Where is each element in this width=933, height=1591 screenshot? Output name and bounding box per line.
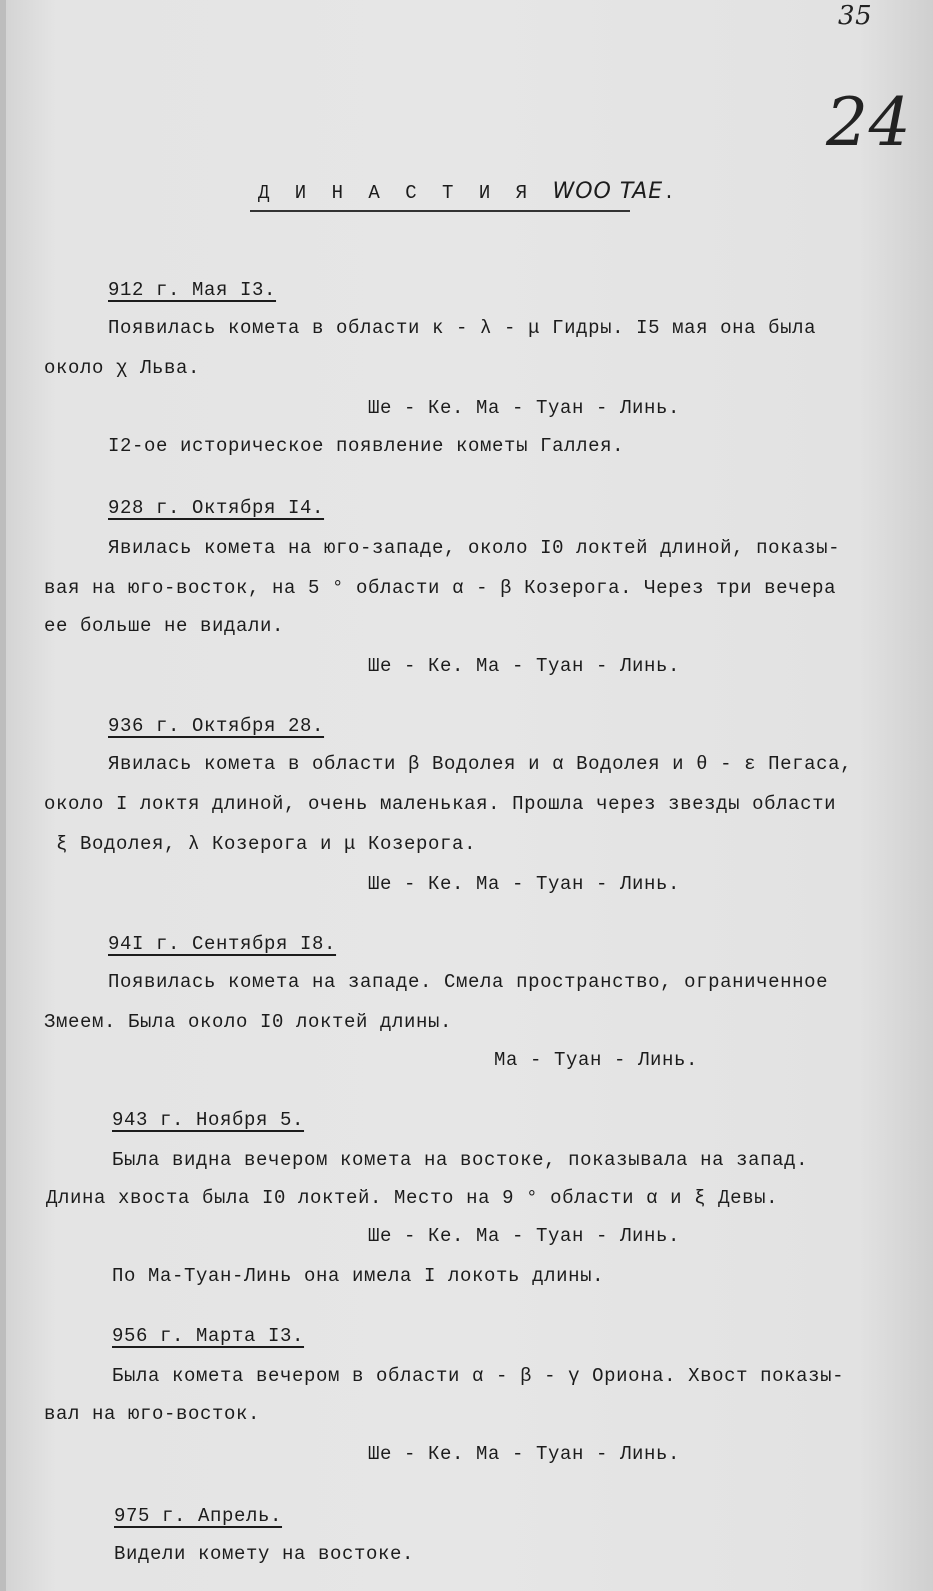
entry-source: Ше - Ке. Ма - Туан - Линь. (368, 873, 681, 895)
entry-line: Змеем. Была около I0 локтей длины. (44, 1011, 453, 1033)
entry-date: 936 г. Октября 28. (108, 715, 325, 737)
entry-line: ξ Водолея, λ Козерога и μ Козерога. (56, 833, 477, 855)
entry-source: Ма - Туан - Линь. (494, 1049, 699, 1071)
entry-note: По Ма-Туан-Линь она имела I локоть длины. (112, 1265, 605, 1287)
entry-date: 956 г. Марта I3. (112, 1325, 305, 1347)
entry-line: Была комета вечером в области α - β - γ Ориона. Хвост показы- (112, 1365, 845, 1387)
entry-source: Ше - Ке. Ма - Туан - Линь. (368, 1443, 681, 1465)
scan-edge (0, 0, 6, 1591)
page-title (258, 180, 682, 205)
entry-line: вал на юго-восток. (44, 1403, 261, 1425)
entry-line: Была видна вечером комета на востоке, показывала на запад. (112, 1149, 809, 1171)
page-number-top: 35 (838, 1, 873, 31)
entry-line: Длина хвоста была I0 локтей. Место на 9 ° области α и ξ Девы. (46, 1187, 779, 1209)
entry-source: Ше - Ке. Ма - Туан - Линь. (368, 655, 681, 677)
title-prefix: Д И Н А С Т И Я (258, 182, 535, 204)
entry-line: Видели комету на востоке. (114, 1543, 415, 1565)
entry-date: 943 г. Ноября 5. (112, 1109, 305, 1131)
title-suffix: . (663, 182, 682, 204)
entry-date: 94I г. Сентября I8. (108, 933, 337, 955)
entry-source: Ше - Ке. Ма - Туан - Линь. (368, 397, 681, 419)
entry-source: Ше - Ке. Ма - Туан - Линь. (368, 1225, 681, 1247)
entry-line: вая на юго-восток, на 5 ° области α - β Козерога. Через три вечера (44, 577, 837, 599)
entry-line: ее больше не видали. (44, 615, 285, 637)
page-number-handwritten: 24 (826, 84, 912, 161)
entry-line: около χ Льва. (44, 357, 201, 379)
entry-note: I2-ое историческое появление кометы Галлея. (108, 435, 625, 457)
entry-line: Появилась комета в области κ - λ - μ Гидры. I5 мая она была (108, 317, 817, 339)
entry-line: Явилась комета в области β Водолея и α Водолея и θ - ε Пегаса, (108, 753, 853, 775)
entry-date: 975 г. Апрель. (114, 1505, 283, 1527)
entry-date: 912 г. Мая I3. (108, 279, 277, 301)
entry-date: 928 г. Октября I4. (108, 497, 325, 519)
entry-line: Появилась комета на западе. Смела пространство, ограниченное (108, 971, 829, 993)
title-underline (250, 210, 630, 212)
title-dynasty: WOO TAE (552, 179, 664, 204)
entry-line: Явилась комета на юго-западе, около I0 локтей длиной, показы- (108, 537, 841, 559)
entry-line: около I локтя длиной, очень маленькая. Прошла через звезды области (44, 793, 837, 815)
